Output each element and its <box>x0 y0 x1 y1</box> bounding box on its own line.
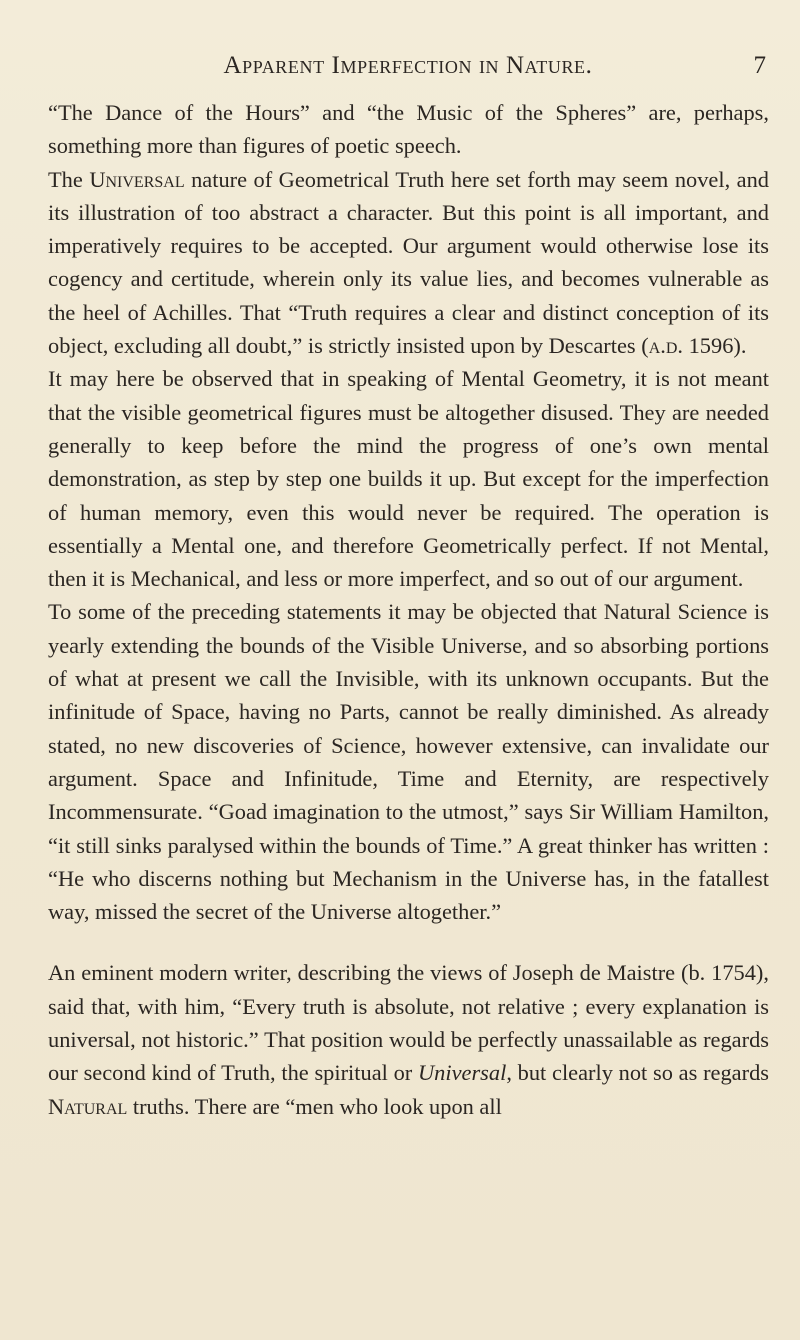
paragraph-2-text-a: The <box>48 166 90 192</box>
paragraph-3-text: It may here be observed that in speaking of Mental Geometry, it is not meant that the visible geometrical figures must be altogether disused. They are needed generally to keep before the mind the progress of one’s own mental demonstration, as step by step one builds it up. But except for the imperfection of human memory, even this would never be required. The operation is essentially a Mental one, and therefore Geometrically perfect. If not Mental, then it is Mechanical, and less or more imperfect, and so out of our argument. <box>48 366 769 592</box>
paragraph-5 <box>48 956 769 1122</box>
paragraph-2 <box>48 163 769 363</box>
paragraph-2-text-b: nature of Geometrical Truth here set forth may seem novel, and its illustration of too abstract a character. But this point is all important, and imperatively requires to be accepted. Our argument would otherwise lose its cogency and certitude, wherein only its value lies, and becomes vulnerable as the heel of Achilles. That “Truth requires a clear and distinct conception of its object, excluding all doubt,” is strictly insisted upon by Descartes ( <box>48 166 769 359</box>
section-gap <box>48 928 769 956</box>
paragraph-3 <box>48 362 769 595</box>
running-head <box>48 52 768 86</box>
page-number: 7 <box>753 52 766 79</box>
paragraph-4 <box>48 595 769 928</box>
paragraph-4-text: To some of the preceding statements it may be objected that Natural Science is yearly extending the bounds of the Visible Universe, and so absorbing portions of what at present we call the Invisible, with its unknown occupants. But the infinitude of Space, having no Parts, cannot be really diminished. As already stated, no new discoveries of Science, however extensive, can invalidate our argument. Space and Infinitude, Time and Eternity, are respectively Incommensurate. “Goad imagination to the utmost,” says Sir William Hamilton, “it still sinks paralysed within the bounds of Time.” A great thinker has written : “He who discerns nothing but Mechanism in the Universe has, in the fatallest way, missed the secret of the Universe altogether.” <box>48 599 769 925</box>
paragraph-5-text-a: An eminent modern writer, describing the views of Joseph de Maistre (b. 1754), said that, with him, “Every truth is absolute, not relative ; every explanation is universal, not historic.” That position would be perfectly unassailable as regards our second kind of Truth, the spiritual or <box>48 960 769 1086</box>
paragraph-2-smallcaps-2: a.d. <box>648 333 684 359</box>
paragraph-5-italic: Universal <box>418 1060 507 1086</box>
paragraph-1-text: “The Dance of the Hours” and “the Music of the Spheres” are, perhaps, something more than figures of poetic speech. <box>48 100 769 159</box>
paragraph-5-text-c: truths. There are “men who look upon all <box>127 1093 502 1119</box>
running-head-title: Apparent Imperfection in Nature. <box>223 52 593 79</box>
paragraph-2-smallcaps: Universal <box>89 166 185 192</box>
body-text <box>48 96 769 1123</box>
paragraph-2-text-c: 1596). <box>683 333 747 359</box>
paragraph-5-text-b: , but clearly not so as regards <box>506 1060 769 1086</box>
paragraph-5-smallcaps: Natural <box>48 1093 128 1119</box>
paragraph-1 <box>48 96 769 163</box>
